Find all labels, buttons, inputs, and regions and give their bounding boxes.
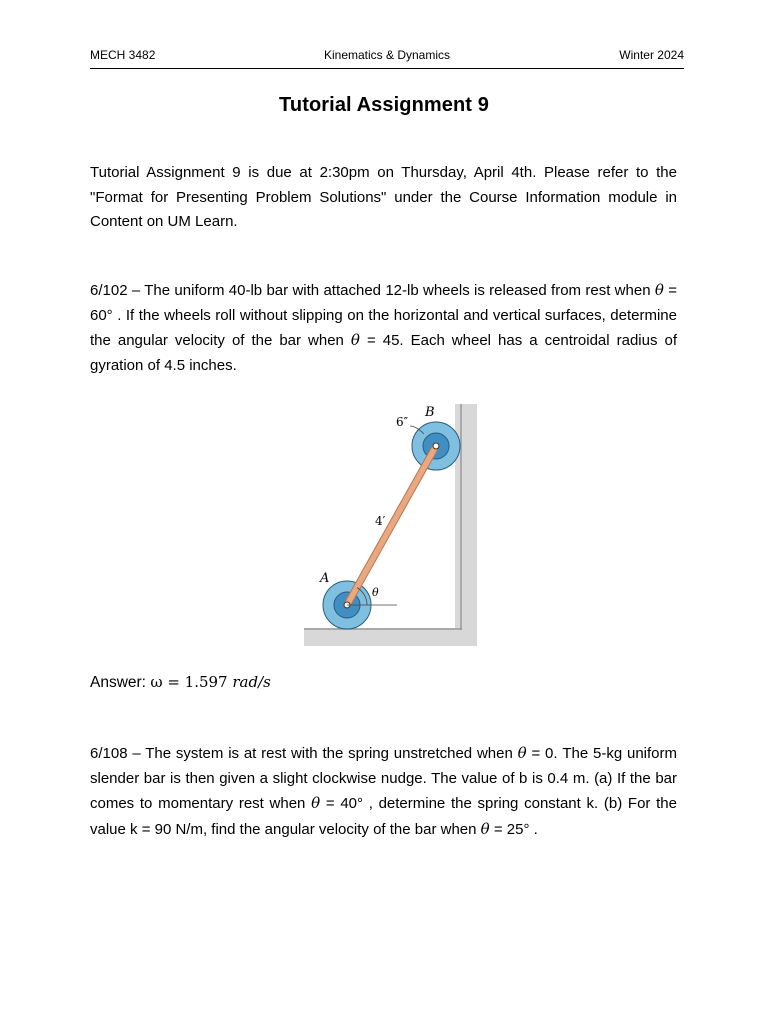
problem-text: = 60° . If the wheels roll without slipping on the horizontal and vertical surfaces, determine the angular velocity of the bar when [90,282,677,349]
bar [347,446,436,605]
page-title: Tutorial Assignment 9 [279,94,489,116]
problem-number: 6/102 [90,282,128,299]
theta-symbol: θ [517,744,527,762]
theta-symbol: θ [350,331,360,349]
label-b: B [425,405,435,420]
label-wheel-radius: 6″ [396,415,409,429]
intro-paragraph: Tutorial Assignment 9 is due at 2:30pm on Thursday, April 4th. Please refer to the "Format for Presenting Problem Solutions" under the Course Information module in Content on UM Learn. [90,164,677,230]
problem-6-102 [90,278,677,378]
wheel-bar-figure [300,398,480,668]
theta-symbol: θ [654,281,664,299]
course-term: Winter 2024 [619,48,684,62]
problem-number: 6/108 [90,745,128,762]
label-a: A [320,571,330,586]
answer-label: Answer: [90,674,151,691]
problem-text: – The system is at rest with the spring unstretched when [127,745,518,762]
label-theta: θ [372,586,379,599]
course-code: MECH 3482 [90,48,156,62]
label-bar-length: 4′ [375,514,386,528]
figure-svg [300,398,480,668]
problem-text: = 40° , determine the spring constant k. (b) For the value k = 90 N/m, find the angular velocity of the bar when [90,795,677,838]
omega-symbol: ω [150,673,163,691]
theta-symbol: θ [311,794,321,812]
problem-text: = 45. Each wheel has a centroidal radius of gyration of 4.5 inches. [90,332,678,374]
problem-6-108 [90,741,677,842]
page-header [90,46,684,69]
answer-value: = 1.597 [162,673,233,691]
answer-unit: rad/s [232,673,271,691]
problem-text: = 0. The 5-kg uniform slender bar is then given a slight clockwise nudge. The value of b is 0.4 m. (a) If the bar comes to momentary rest when [90,745,678,812]
horizontal-floor [304,628,477,646]
problem-text: = 25° . [489,820,538,838]
theta-symbol: θ [480,819,490,838]
answer-line [90,673,271,692]
pin-b [433,443,439,449]
course-subject: Kinematics & Dynamics [323,48,451,62]
problem-text: – The uniform 40-lb bar with attached 12-lb wheels is released from rest when [127,282,655,299]
